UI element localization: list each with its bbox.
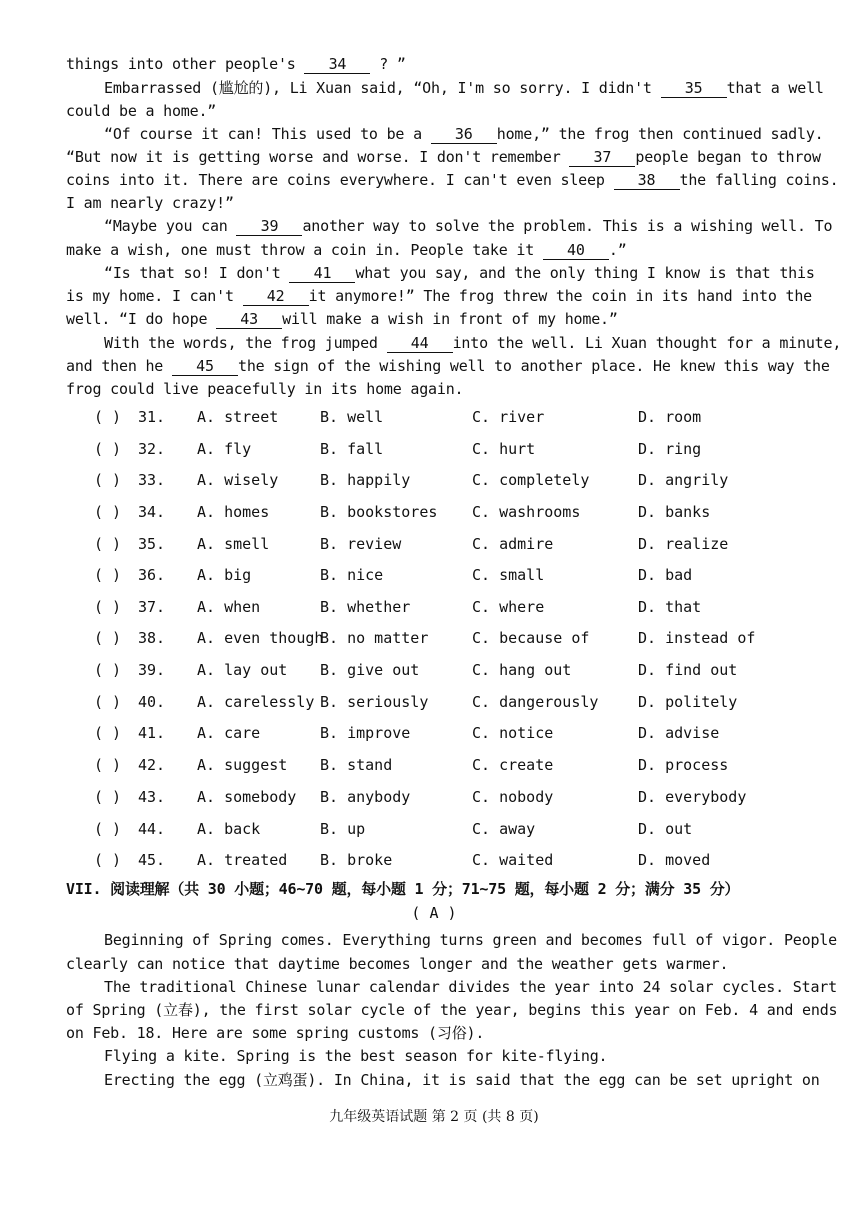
option-a: A. treated	[197, 851, 288, 869]
passage-line	[66, 147, 821, 167]
text-segment: coins into it. There are coins everywhere. I can't even sleep	[66, 171, 614, 189]
option-b: B. anybody	[320, 788, 411, 806]
option-c: C. away	[472, 820, 536, 838]
question-row	[94, 754, 794, 776]
question-row	[94, 501, 794, 523]
answer-box[interactable]: ( )	[94, 503, 122, 521]
text-segment: .”	[608, 241, 627, 259]
text-segment: another way to solve the problem. This is a wishing well. To	[302, 217, 833, 235]
option-b: B. review	[320, 535, 402, 553]
blank-41: 41	[289, 265, 355, 283]
option-d: D. advise	[638, 724, 720, 742]
text-segment: “Is that so! I don't	[104, 264, 290, 282]
answer-box[interactable]: ( )	[94, 566, 122, 584]
reading-line: The traditional Chinese lunar calendar divides the year into 24 solar cycles. Start	[104, 978, 837, 996]
option-b: B. no matter	[320, 629, 429, 647]
reading-line: Flying a kite. Spring is the best season for kite-flying.	[104, 1047, 608, 1065]
option-d: D. instead of	[638, 629, 756, 647]
text-segment: that a well	[726, 79, 824, 97]
question-row	[94, 564, 794, 586]
option-d: D. process	[638, 756, 729, 774]
reading-line: Beginning of Spring comes. Everything turns green and becomes full of vigor. People	[104, 931, 837, 949]
option-b: B. whether	[320, 598, 411, 616]
option-a: A. big	[197, 566, 252, 584]
option-a: A. carelessly	[197, 693, 315, 711]
text-segment: With the words, the frog jumped	[104, 334, 387, 352]
option-d: D. moved	[638, 851, 711, 869]
option-c: C. nobody	[472, 788, 554, 806]
blank-45: 45	[172, 358, 238, 376]
option-d: D. angrily	[638, 471, 729, 489]
option-a: A. when	[197, 598, 261, 616]
option-b: B. well	[320, 408, 384, 426]
answer-box[interactable]: ( )	[94, 661, 122, 679]
text-segment: and then he	[66, 357, 172, 375]
option-d: D. find out	[638, 661, 738, 679]
answer-box[interactable]: ( )	[94, 629, 122, 647]
blank-40: 40	[543, 242, 609, 260]
answer-box[interactable]: ( )	[94, 598, 122, 616]
passage-line	[66, 193, 234, 213]
question-row	[94, 596, 794, 618]
option-b: B. bookstores	[320, 503, 438, 521]
option-c: C. completely	[472, 471, 590, 489]
text-segment: things into other people's	[66, 55, 305, 73]
passage-line	[66, 309, 618, 329]
passage-line	[104, 216, 832, 236]
blank-35: 35	[661, 80, 727, 98]
part-label: ( A )	[411, 904, 457, 922]
option-d: D. that	[638, 598, 702, 616]
option-a: A. wisely	[197, 471, 279, 489]
question-number: 32.	[138, 440, 166, 458]
option-b: B. happily	[320, 471, 411, 489]
option-c: C. hang out	[472, 661, 572, 679]
option-d: D. politely	[638, 693, 738, 711]
passage-line	[104, 263, 815, 283]
option-c: C. admire	[472, 535, 554, 553]
option-b: B. up	[320, 820, 366, 838]
text-segment: “Of course it can! This used to be a	[104, 125, 431, 143]
blank-38: 38	[614, 172, 680, 190]
question-number: 38.	[138, 629, 166, 647]
text-segment: make a wish, one must throw a coin in. People take it	[66, 241, 543, 259]
text-segment: “Maybe you can	[104, 217, 237, 235]
answer-box[interactable]: ( )	[94, 408, 122, 426]
passage-line	[66, 379, 463, 399]
question-number: 33.	[138, 471, 166, 489]
question-row	[94, 406, 794, 428]
option-c: C. because of	[472, 629, 590, 647]
question-number: 40.	[138, 693, 166, 711]
question-row	[94, 849, 794, 871]
text-segment: into the well. Li Xuan thought for a minute,	[452, 334, 842, 352]
question-number: 45.	[138, 851, 166, 869]
option-b: B. stand	[320, 756, 393, 774]
text-segment: the falling coins.	[679, 171, 839, 189]
option-c: C. where	[472, 598, 545, 616]
question-number: 42.	[138, 756, 166, 774]
passage-line	[66, 54, 406, 74]
question-number: 39.	[138, 661, 166, 679]
option-c: C. notice	[472, 724, 554, 742]
text-segment: “But now it is getting worse and worse. I don't remember	[66, 148, 570, 166]
option-a: A. back	[197, 820, 261, 838]
option-b: B. improve	[320, 724, 411, 742]
text-segment: home,” the frog then continued sadly.	[496, 125, 824, 143]
reading-line: Erecting the egg (立鸡蛋). In China, it is said that the egg can be set upright on	[104, 1071, 820, 1089]
text-segment: well. “I do hope	[66, 310, 217, 328]
answer-box[interactable]: ( )	[94, 693, 122, 711]
reading-line: clearly can notice that daytime becomes longer and the weather gets warmer.	[66, 955, 729, 973]
blank-37: 37	[569, 149, 635, 167]
option-a: A. somebody	[197, 788, 297, 806]
question-row	[94, 786, 794, 808]
option-b: B. seriously	[320, 693, 429, 711]
passage-line	[104, 78, 824, 98]
answer-box[interactable]: ( )	[94, 851, 122, 869]
blank-44: 44	[387, 335, 453, 353]
option-a: A. smell	[197, 535, 270, 553]
answer-box[interactable]: ( )	[94, 440, 122, 458]
blank-36: 36	[431, 126, 497, 144]
option-a: A. street	[197, 408, 279, 426]
text-segment: it anymore!” The frog threw the coin in its hand into the	[308, 287, 812, 305]
answer-box[interactable]: ( )	[94, 820, 122, 838]
passage-line	[66, 240, 627, 260]
question-row	[94, 659, 794, 681]
option-d: D. room	[638, 408, 702, 426]
option-c: C. dangerously	[472, 693, 599, 711]
reading-line: on Feb. 18. Here are some spring customs (习俗).	[66, 1024, 485, 1042]
text-segment: will make a wish in front of my home.”	[282, 310, 618, 328]
answer-box[interactable]: ( )	[94, 788, 122, 806]
question-row	[94, 438, 794, 460]
option-d: D. realize	[638, 535, 729, 553]
option-a: A. lay out	[197, 661, 288, 679]
question-number: 34.	[138, 503, 166, 521]
text-segment: the sign of the wishing well to another place. He knew this way the	[237, 357, 830, 375]
passage-line	[66, 170, 838, 190]
question-row	[94, 691, 794, 713]
page-footer: 九年级英语试题 第 2 页 (共 8 页)	[329, 1109, 539, 1125]
answer-box[interactable]: ( )	[94, 535, 122, 553]
answer-box[interactable]: ( )	[94, 756, 122, 774]
answer-box[interactable]: ( )	[94, 724, 122, 742]
text-segment: frog could live peacefully in its home again.	[66, 380, 464, 398]
blank-39: 39	[236, 218, 302, 236]
question-number: 44.	[138, 820, 166, 838]
option-b: B. give out	[320, 661, 420, 679]
option-c: C. river	[472, 408, 545, 426]
text-segment: what you say, and the only thing I know is that this	[355, 264, 815, 282]
option-d: D. bad	[638, 566, 693, 584]
option-c: C. waited	[472, 851, 554, 869]
section-heading: VII. 阅读理解（共 30 小题；46~70 题，每小题 1 分；71~75 题，每小题 2 分；满分 35 分）	[66, 880, 740, 898]
question-row	[94, 469, 794, 491]
option-a: A. homes	[197, 503, 270, 521]
text-segment: I am nearly crazy!”	[66, 194, 234, 212]
question-row	[94, 722, 794, 744]
question-number: 35.	[138, 535, 166, 553]
question-number: 37.	[138, 598, 166, 616]
option-c: C. create	[472, 756, 554, 774]
text-segment: is my home. I can't	[66, 287, 243, 305]
passage-line	[66, 356, 830, 376]
option-d: D. ring	[638, 440, 702, 458]
question-row	[94, 533, 794, 555]
option-b: B. nice	[320, 566, 384, 584]
option-a: A. suggest	[197, 756, 288, 774]
option-c: C. hurt	[472, 440, 536, 458]
passage-line	[66, 286, 812, 306]
passage-line	[66, 101, 216, 121]
blank-43: 43	[216, 311, 282, 329]
text-segment: people began to throw	[635, 148, 821, 166]
option-a: A. fly	[197, 440, 252, 458]
question-row	[94, 627, 794, 649]
passage-line	[104, 333, 841, 353]
text-segment: Embarrassed (尴尬的), Li Xuan said, “Oh, I'm so sorry. I didn't	[104, 79, 661, 97]
passage-line	[104, 124, 824, 144]
option-d: D. everybody	[638, 788, 747, 806]
option-b: B. broke	[320, 851, 393, 869]
question-number: 31.	[138, 408, 166, 426]
question-row	[94, 818, 794, 840]
text-segment: ? ”	[370, 55, 406, 73]
option-c: C. small	[472, 566, 545, 584]
answer-box[interactable]: ( )	[94, 471, 122, 489]
option-c: C. washrooms	[472, 503, 581, 521]
option-d: D. banks	[638, 503, 711, 521]
option-b: B. fall	[320, 440, 384, 458]
blank-42: 42	[243, 288, 309, 306]
reading-line: of Spring (立春), the first solar cycle of the year, begins this year on Feb. 4 and ends	[66, 1001, 838, 1019]
blank-34: 34	[304, 56, 370, 74]
question-number: 43.	[138, 788, 166, 806]
text-segment: could be a home.”	[66, 102, 217, 120]
question-number: 36.	[138, 566, 166, 584]
question-number: 41.	[138, 724, 166, 742]
option-a: A. even though	[197, 629, 324, 647]
option-a: A. care	[197, 724, 261, 742]
option-d: D. out	[638, 820, 693, 838]
